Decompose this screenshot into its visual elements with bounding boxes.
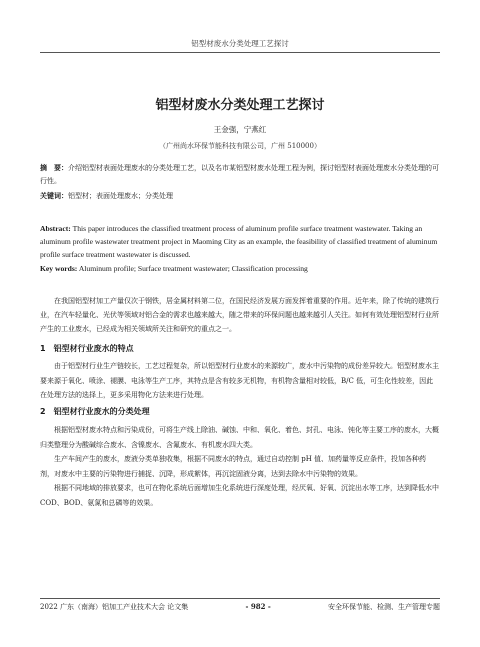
section-2-paragraph-1: 根据铝型材废水特点和污染成份，可将生产线上除油、碱蚀、中和、氧化、着色、封孔、电泳、钝化等主要工序的废水，大概归类整理分为酸碱综合废水、含镍废水、含氟废水、有机废水四大类。 — [40, 426, 439, 449]
keywords-en-text: Aluminum profile; Surface treatment wastewater; Classification processing — [78, 264, 308, 273]
keywords-cn — [40, 190, 440, 203]
abstract-cn-label: 摘 要： — [40, 164, 68, 172]
keywords-en-label: Key words: — [40, 264, 78, 273]
footer-divider — [40, 598, 440, 599]
page-footer — [40, 602, 440, 612]
abstract-cn — [40, 162, 440, 188]
section-2-heading: 2 铝型材行业废水的分类处理 — [40, 407, 150, 416]
footer-topic: 安全环保节能、检测、生产管理专题 — [328, 603, 440, 611]
keywords-en — [40, 262, 440, 275]
section-2-paragraph-2: 生产车间产生的废水，废液分类单独收集，根据不同废水的特点，通过自动控制 pH 值、加药量等反应条件，投加各种药剂，对废水中主要的污染物进行捕捉、沉降，形成絮体，再沉淀固液分离，达到去除水中污染物的效果。 — [40, 455, 427, 478]
section-1-body — [40, 359, 440, 403]
keywords-cn-label: 关键词： — [40, 192, 68, 200]
paper-title: 铝型材废水分类处理工艺探讨 — [155, 98, 325, 113]
abstract-en — [40, 222, 440, 261]
section-2-body — [40, 423, 440, 510]
running-header: 铝型材废水分类处理工艺探讨 — [40, 38, 440, 53]
keywords-cn-text: 铝型材；表面处理废水；分类处理 — [68, 192, 173, 200]
footer-proceedings: 2022 广东（南海）铝加工产业技术大会 论文集 — [40, 603, 189, 611]
section-2-paragraph-3: 根据不同地域的排放要求，也可在物化系统后面增加生化系统进行深度处理，经厌氧、好氧、沉淀出水等工序，达到降低水中 COD、BOD、氨氮和总磷等的效果。 — [40, 484, 439, 507]
section-1-heading: 1 铝型材行业废水的特点 — [40, 344, 134, 353]
intro-paragraph: 在我国铝型材加工产量仅次于钢铁，居金属材料第二位，在国民经济发展方面发挥着重要的作用。近年来，除了传统的建筑行业，在汽车轻量化、光伏等领域对铝合金的需求也越来越大，随之带来的环保问题也越来越引人关注。如何有效处理铝型材行业所产生的工业废水，已经成为相关领域所关注和研究的重点之一。 — [40, 297, 439, 333]
abstract-cn-text: 介绍铝型材表面处理废水的分类处理工艺，以及名市某铝型材废水处理工程为例，探讨铝型材表面处理废水分类处理的可行性。 — [40, 164, 439, 185]
author-line: 王金强，宁燕红 — [213, 125, 267, 134]
abstract-en-label: Abstract: — [40, 224, 71, 233]
abstract-en-text: This paper introduces the classified treatment process of aluminum profile surface treatment wastewater. Taking an aluminum profile wastewater treatment project in Maoming City as an example, the feasibility of classified treatment of aluminum profile surface treatment wastewater is discussed. — [40, 224, 438, 259]
affiliation-line: （广州尚水环保节能科技有限公司，广州 510000） — [159, 142, 321, 150]
section-1-paragraph: 由于铝型材行业生产链较长，工艺过程复杂，所以铝型材行业废水的来源较广，废水中污染物的成份差异较大。铝型材废水主要来源于氧化、喷涂、褪膜、电泳等生产工序，其特点是含有较多无机物，有机物含量相对较低，B/C 低，可生化性较差，因此在处理方法的选择上，更多采用物化方法来进行处理。 — [40, 362, 439, 399]
intro-section — [40, 294, 440, 336]
page-number: - 982 - — [245, 602, 271, 611]
